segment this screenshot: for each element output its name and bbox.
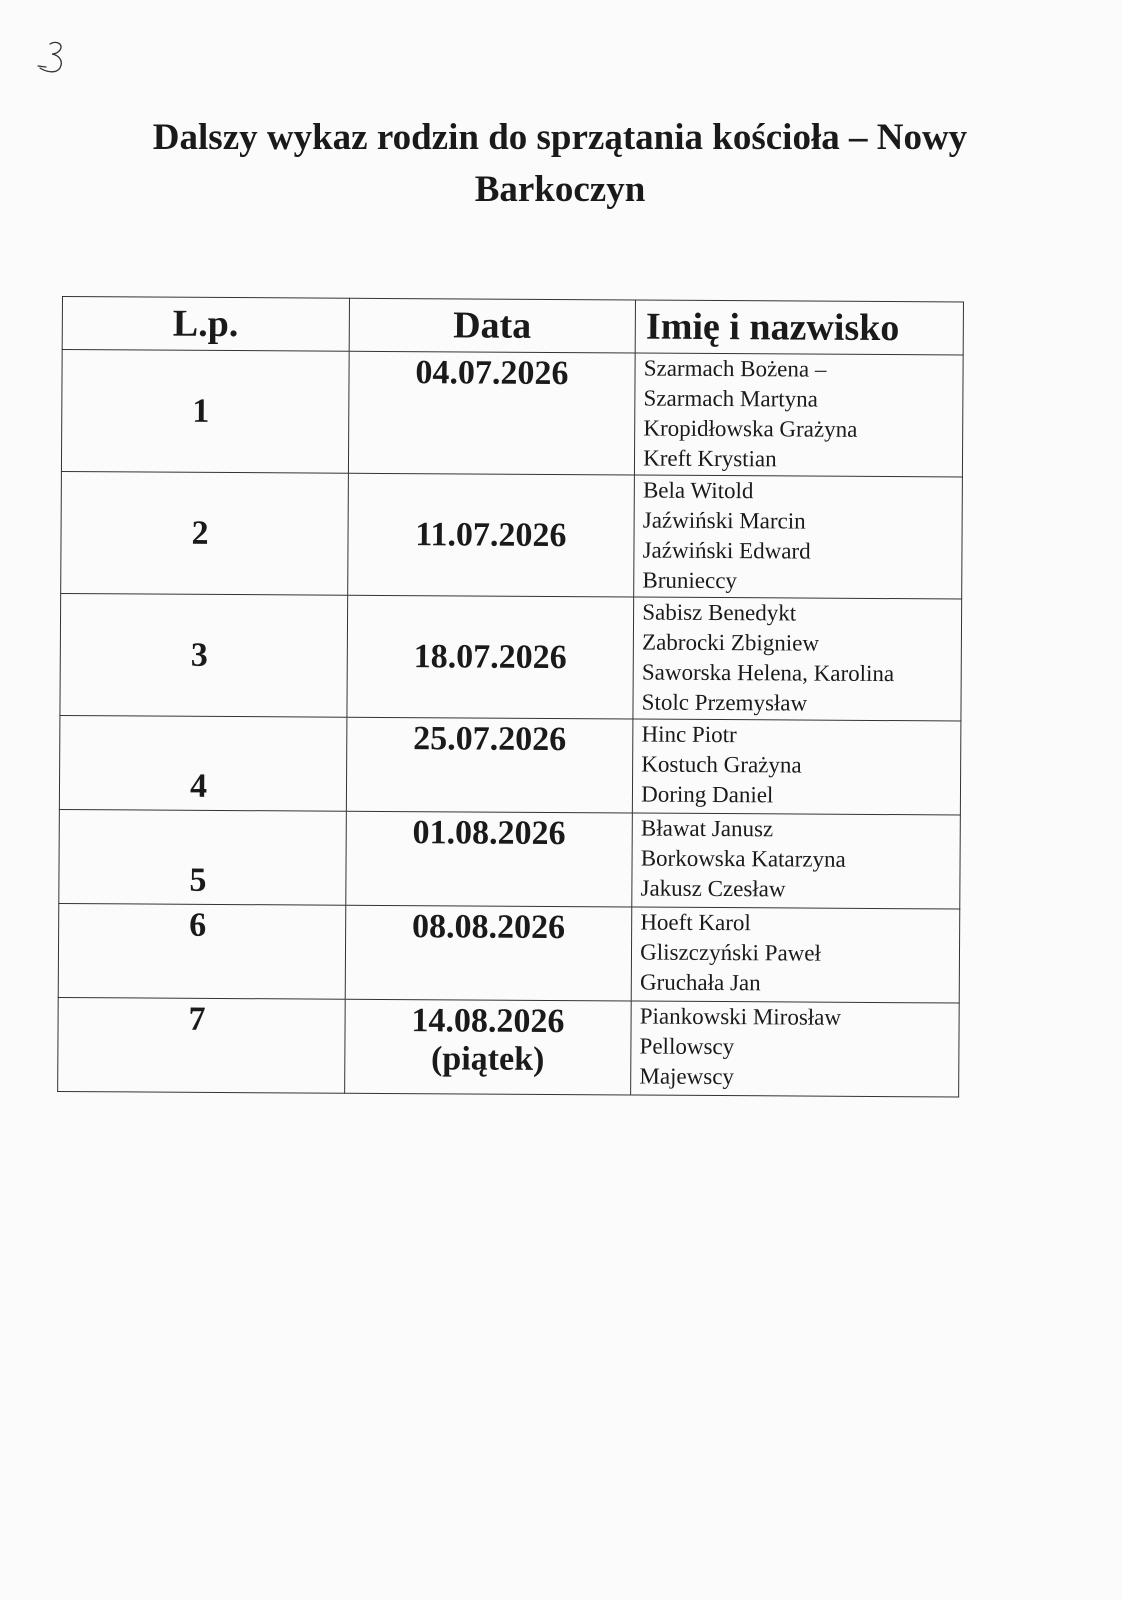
row-date: 11.07.2026 — [347, 473, 634, 597]
row-date: 01.08.2026 — [345, 811, 632, 907]
row-number: 6 — [58, 903, 345, 999]
name-entry: Hoeft Karol — [640, 909, 751, 936]
name-entry: Piankowski Mirosław — [639, 1003, 842, 1030]
table-row — [59, 809, 961, 909]
name-entry: Bławat Janusz — [640, 815, 774, 842]
document-title — [60, 112, 1060, 216]
row-date: 08.08.2026 — [345, 905, 632, 1001]
row-date: 18.07.2026 — [347, 595, 634, 719]
name-entry: Zabrocki Zbigniew — [641, 629, 820, 656]
name-entry: Jaźwiński Marcin — [642, 507, 806, 534]
name-entry: Kreft Krystian — [643, 445, 777, 472]
row-names — [631, 907, 959, 1003]
row-date-note: (piątek) — [430, 1040, 545, 1078]
table-row — [59, 715, 961, 815]
table-row — [60, 593, 962, 721]
table-row — [61, 471, 963, 599]
row-date: 04.07.2026 — [348, 351, 635, 475]
name-entry: Jaźwiński Edward — [642, 537, 811, 564]
handwritten-page-number — [34, 38, 74, 78]
name-entry: Majewscy — [639, 1063, 735, 1090]
row-number: 2 — [61, 471, 348, 595]
row-names — [632, 813, 960, 909]
name-entry: Saworska Helena, Karolina — [641, 659, 895, 687]
name-entry: Kostuch Grażyna — [641, 751, 802, 778]
title-line-1: Dalszy wykaz rodzin do sprzątania kościoła – Nowy — [152, 117, 968, 158]
name-entry: Gliszczyński Paweł — [640, 939, 822, 966]
name-entry: Gruchała Jan — [639, 969, 761, 996]
row-names — [631, 1001, 959, 1097]
row-number: 5 — [59, 809, 346, 905]
title-line-2: Barkoczyn — [474, 169, 646, 210]
row-names — [634, 475, 963, 599]
row-number: 4 — [59, 715, 346, 811]
header-names: Imię i nazwisko — [635, 300, 963, 355]
table-row — [58, 997, 960, 1097]
row-date: 25.07.2026 — [346, 717, 633, 813]
name-entry: Brunieccy — [642, 567, 738, 594]
name-entry: Borkowska Katarzyna — [640, 845, 846, 872]
row-number: 3 — [60, 593, 347, 717]
cleaning-schedule-table — [57, 296, 964, 1097]
name-entry: Hinc Piotr — [641, 721, 737, 748]
name-entry: Pellowscy — [639, 1033, 735, 1060]
header-date: Data — [349, 298, 636, 353]
name-entry: Stolc Przemysław — [641, 689, 808, 716]
header-lp: L.p. — [62, 297, 349, 352]
table-row — [61, 350, 963, 478]
name-entry: Bela Witold — [642, 477, 754, 504]
row-names — [635, 353, 964, 477]
table-header-row — [62, 297, 963, 356]
row-date-value: 14.08.2026 — [411, 1002, 565, 1041]
table-row — [58, 903, 960, 1003]
name-entry: Sabisz Benedykt — [642, 599, 797, 626]
name-entry: Szarmach Bożena – — [643, 355, 827, 382]
row-number: 7 — [58, 997, 345, 1093]
name-entry: Doring Daniel — [641, 781, 774, 808]
name-entry: Jakusz Czesław — [640, 875, 786, 902]
row-names — [633, 719, 961, 815]
name-entry: Szarmach Martyna — [643, 385, 818, 412]
row-number: 1 — [61, 350, 348, 474]
name-entry: Kropidłowska Grażyna — [643, 415, 858, 442]
row-names — [633, 597, 962, 721]
row-date — [344, 999, 631, 1095]
